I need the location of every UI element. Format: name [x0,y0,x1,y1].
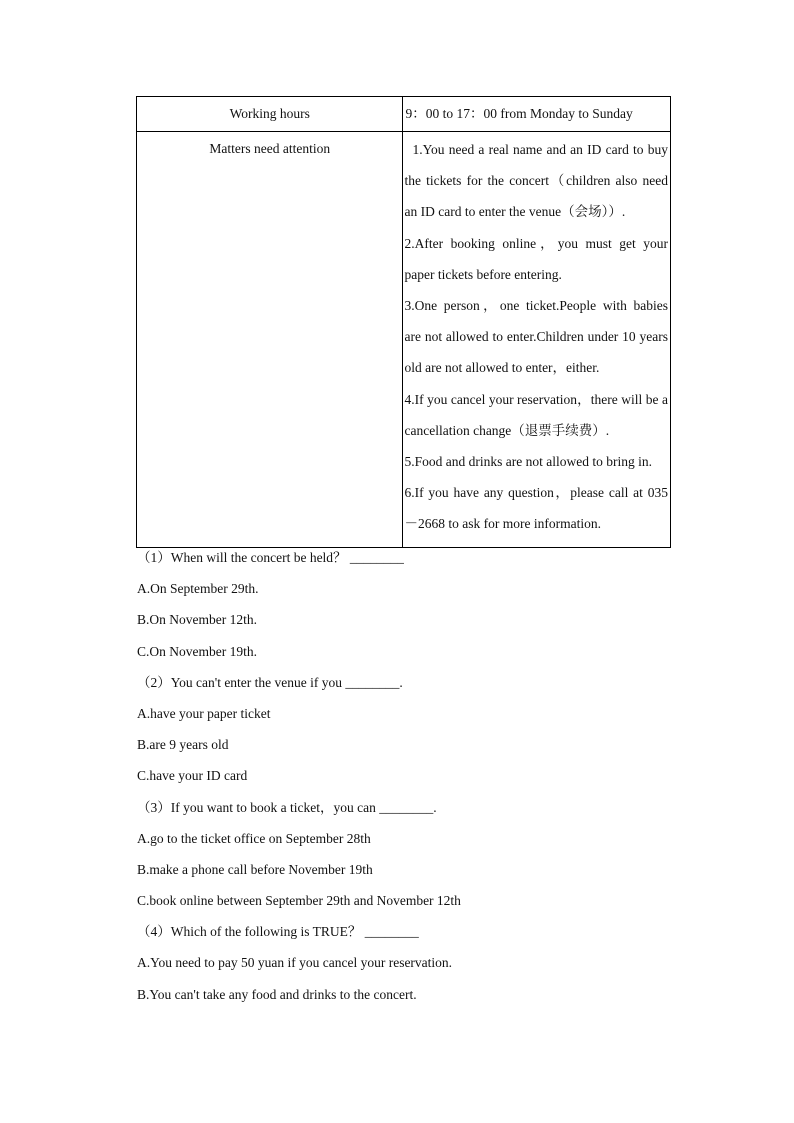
question-1-option-b: B.On November 12th. [137,612,257,628]
note-item-3: 3.One person，one ticket.People with babies are not allowed to enter.Children under 10 years old are not allowed to enter，either. [404,298,668,376]
note-item-2: 2.After booking online，you must get your paper tickets before entering. [404,235,668,282]
question-1-option-c: C.On November 19th. [137,643,257,659]
question-2-option-a: A.have your paper ticket [137,705,271,721]
question-2-stem: （2）You can't enter the venue if you ________. [137,674,403,690]
question-2-option-c: C.have your ID card [137,768,248,784]
question-3-option-c: C.book online between September 29th and November 12th [137,893,461,909]
note-item-6: 6.If you have any question，please call at 035－2668 to ask for more information. [404,485,668,532]
question-4-option-b: B.You can't take any food and drinks to the concert. [137,986,417,1002]
notes-list [403,132,671,548]
note-item-4: 4.If you cancel your reservation，there will be a cancellation change（退票手续费）. [404,391,668,438]
question-4-stem: （4）Which of the following is TRUE？ ________ [137,924,419,940]
matters-row [137,132,671,548]
question-3-option-a: A.go to the ticket office on September 28th [137,830,371,846]
note-item-1: 1.You need a real name and an ID card to buy the tickets for the concert（children also need an ID card to enter the venue（会场））. [404,142,668,220]
working-hours-row [137,97,671,132]
question-2-option-b: B.are 9 years old [137,737,229,753]
question-3-option-b: B.make a phone call before November 19th [137,861,373,877]
matters-label: Matters need attention [137,132,403,548]
note-item-5: 5.Food and drinks are not allowed to bring in. [404,454,652,470]
questions-section [137,542,677,1010]
question-4-option-a: A.You need to pay 50 yuan if you cancel your reservation. [137,955,453,971]
concert-info-table [136,96,671,548]
question-1-option-a: A.On September 29th. [137,581,259,597]
working-hours-label: Working hours [137,97,403,132]
question-1-stem: （1）When will the concert be held？ ________ [137,550,404,565]
question-3-stem: （3）If you want to book a ticket，you can ________. [137,799,437,815]
working-hours-value: 9：00 to 17：00 from Monday to Sunday [403,97,671,132]
